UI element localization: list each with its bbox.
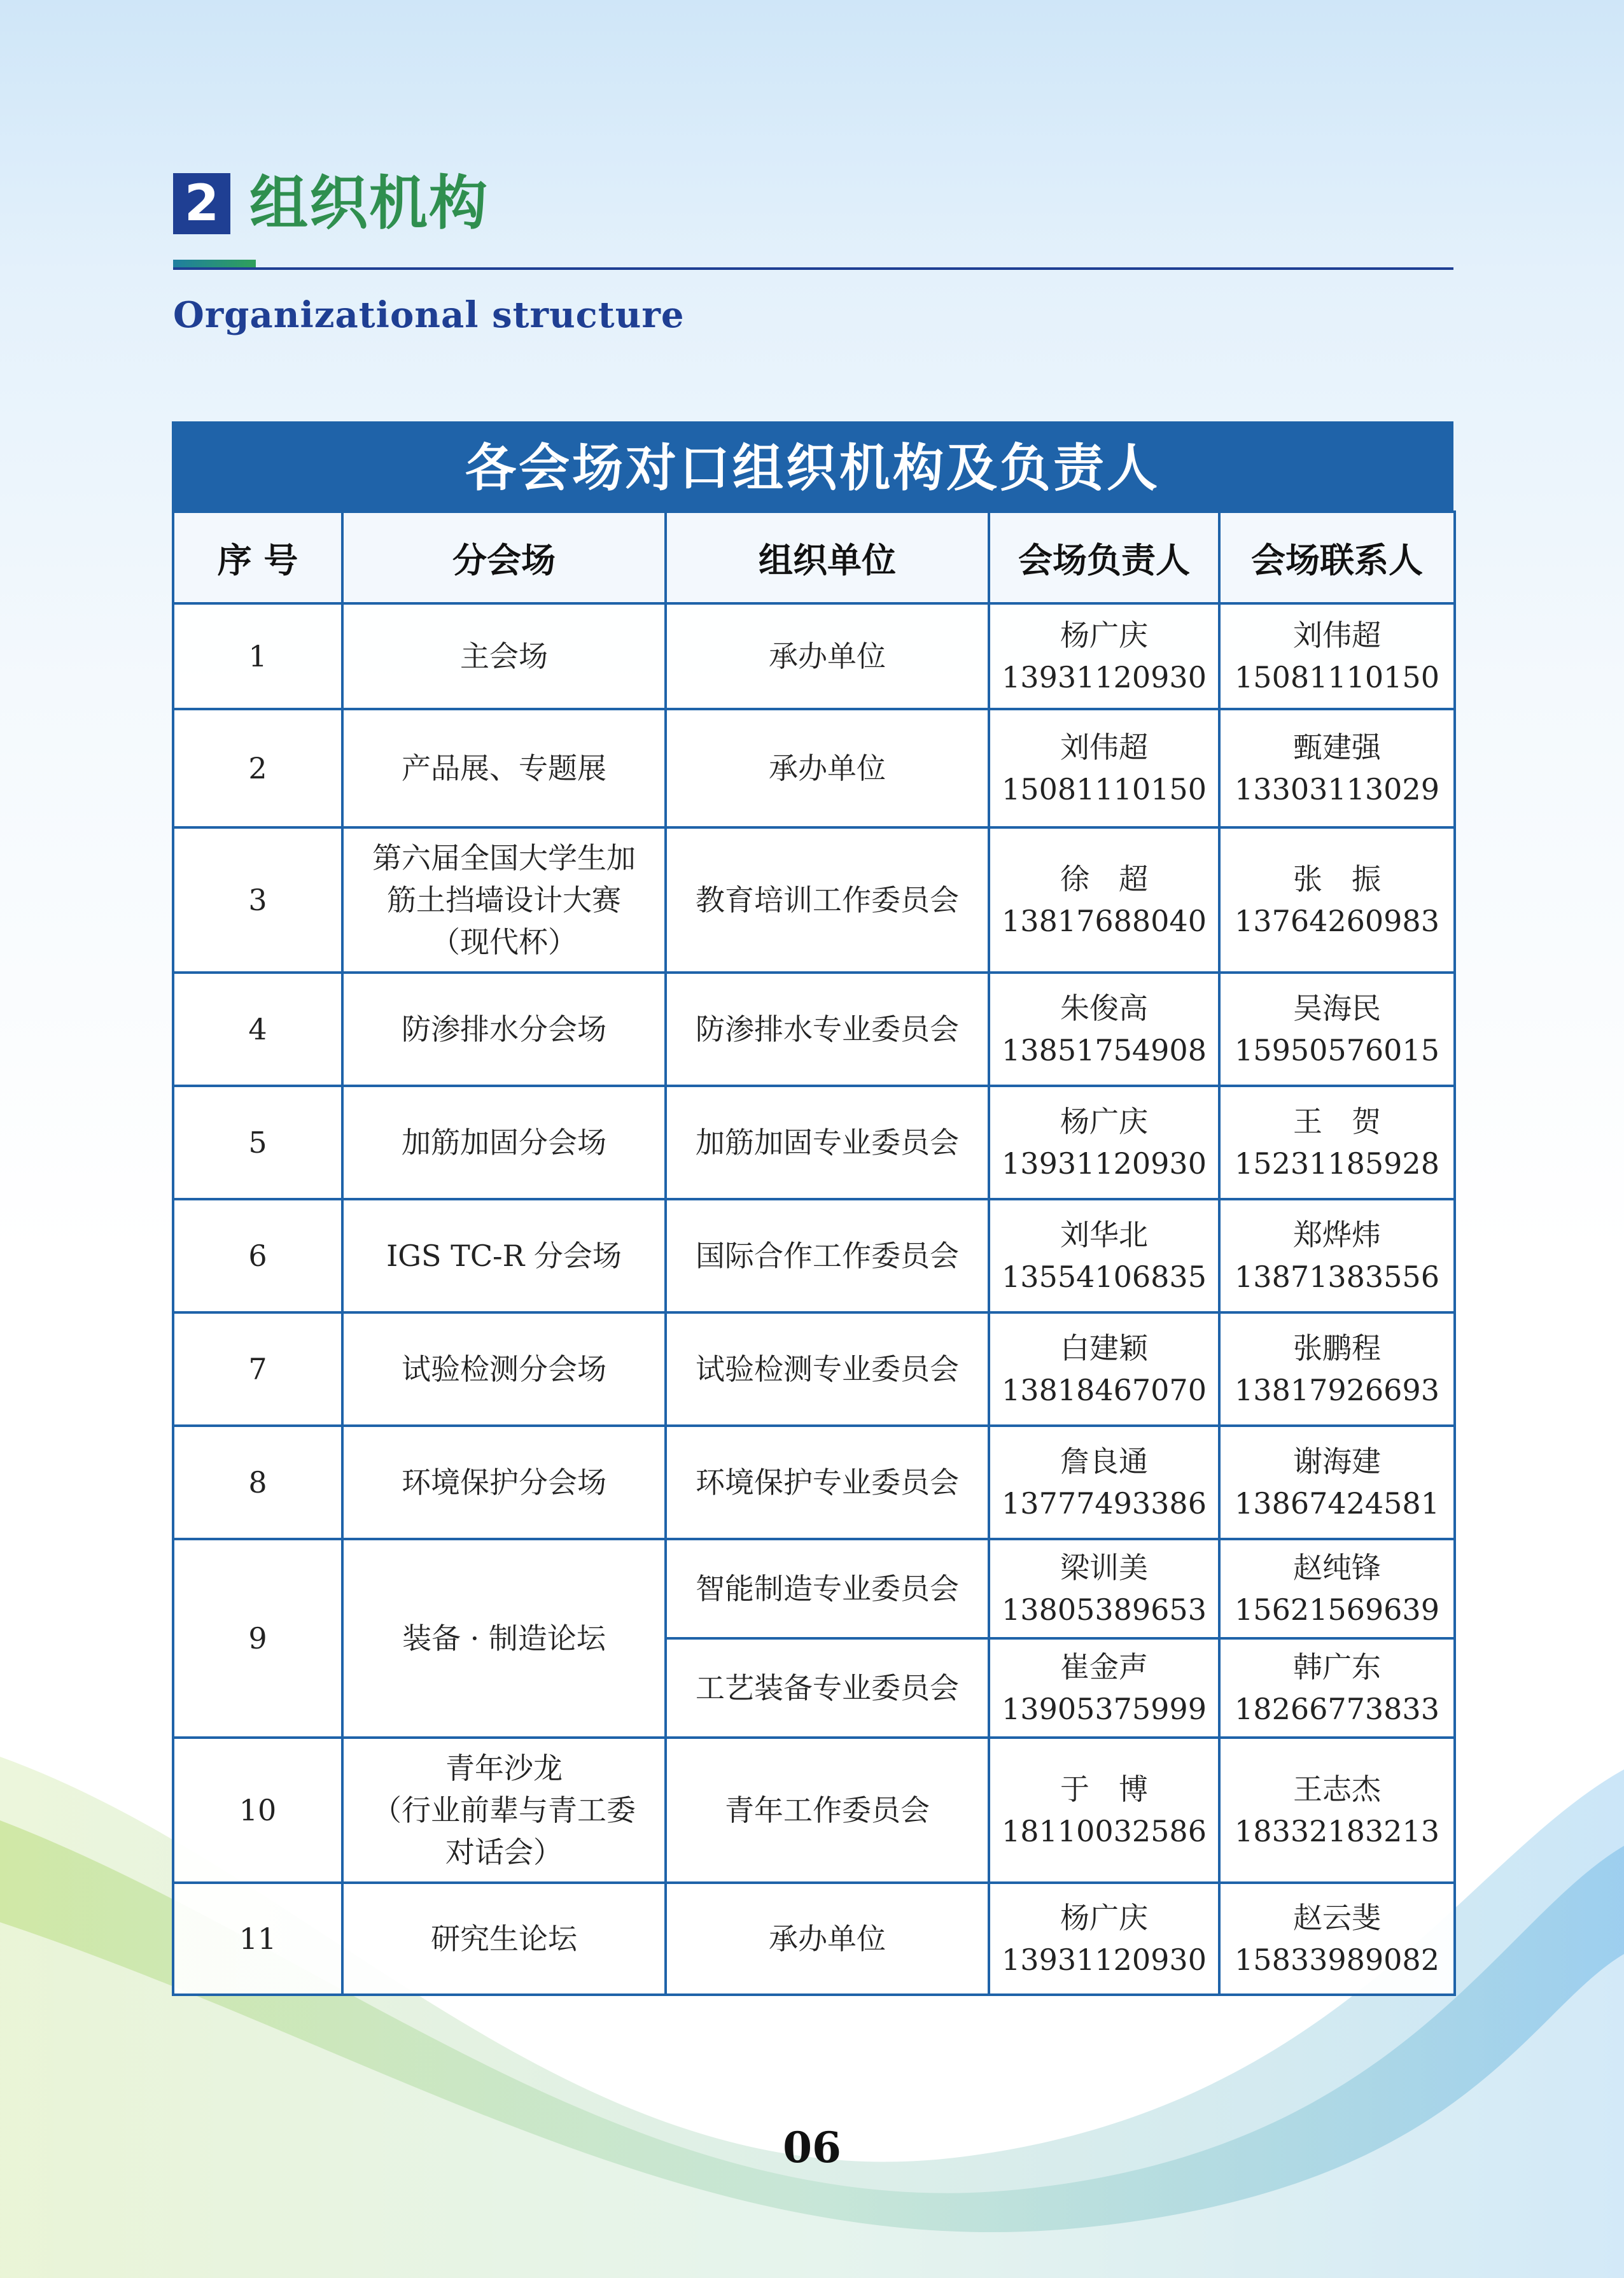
lead-name: 朱俊高 xyxy=(1060,991,1148,1025)
row-lead xyxy=(989,1883,1219,1995)
row-no: 8 xyxy=(173,1426,342,1539)
lead-name: 刘华北 xyxy=(1060,1218,1148,1252)
contact-name: 甄建强 xyxy=(1293,730,1381,764)
row-contact xyxy=(1219,973,1455,1086)
contact-name: 刘伟超 xyxy=(1293,618,1381,652)
row-contact xyxy=(1219,1312,1455,1426)
row-no: 11 xyxy=(173,1883,342,1995)
table-row xyxy=(173,1426,1455,1539)
header-lead: 会场负责人 xyxy=(989,512,1219,603)
table-title: 各会场对口组织机构及负责人 xyxy=(172,421,1453,510)
lead-name: 白建颖 xyxy=(1060,1331,1148,1365)
contact-phone: 13817926693 xyxy=(1235,1373,1439,1407)
contact-phone: 13867424581 xyxy=(1235,1486,1439,1521)
contact-phone: 15833989082 xyxy=(1235,1943,1439,1977)
row-unit: 智能制造专业委员会 xyxy=(666,1539,989,1638)
row-lead xyxy=(989,603,1219,709)
lead-name: 杨广庆 xyxy=(1060,1901,1148,1935)
row-unit: 教育培训工作委员会 xyxy=(666,827,989,973)
row-venue: 环境保护分会场 xyxy=(342,1426,666,1539)
table-row xyxy=(173,709,1455,827)
row-lead xyxy=(989,827,1219,973)
lead-phone: 13851754908 xyxy=(1002,1033,1207,1067)
section-title: 组织机构 xyxy=(249,169,489,237)
lead-phone: 13931120930 xyxy=(1002,1943,1207,1977)
page-number: 06 xyxy=(783,2123,841,2172)
contact-phone: 15621569639 xyxy=(1235,1592,1439,1627)
row-venue: IGS TC-R 分会场 xyxy=(342,1199,666,1312)
lead-phone: 13818467070 xyxy=(1002,1373,1207,1407)
row-contact xyxy=(1219,603,1455,709)
table-row xyxy=(173,827,1455,973)
row-unit: 青年工作委员会 xyxy=(666,1738,989,1883)
row-unit: 承办单位 xyxy=(666,603,989,709)
row-contact xyxy=(1219,1199,1455,1312)
row-no: 10 xyxy=(173,1738,342,1883)
row-unit: 防渗排水专业委员会 xyxy=(666,973,989,1086)
lead-name: 于 博 xyxy=(1060,1772,1148,1806)
contact-name: 张鹏程 xyxy=(1293,1331,1381,1365)
row-lead xyxy=(989,1426,1219,1539)
row-venue: 试验检测分会场 xyxy=(342,1312,666,1426)
contact-phone: 15081110150 xyxy=(1235,660,1439,694)
table-row xyxy=(173,973,1455,1086)
row-lead xyxy=(989,973,1219,1086)
lead-name: 徐 超 xyxy=(1060,862,1148,896)
contact-phone: 13303113029 xyxy=(1235,772,1439,806)
row-venue: 研究生论坛 xyxy=(342,1883,666,1995)
contact-name: 王志杰 xyxy=(1293,1772,1381,1806)
row-venue: 主会场 xyxy=(342,603,666,709)
row-unit: 试验检测专业委员会 xyxy=(666,1312,989,1426)
header-unit: 组织单位 xyxy=(666,512,989,603)
row-contact xyxy=(1219,1738,1455,1883)
row-contact xyxy=(1219,1638,1455,1738)
contact-phone: 13871383556 xyxy=(1235,1260,1439,1294)
row-contact xyxy=(1219,1086,1455,1199)
row-unit: 承办单位 xyxy=(666,709,989,827)
row-unit: 环境保护专业委员会 xyxy=(666,1426,989,1539)
contact-phone: 13764260983 xyxy=(1235,904,1439,938)
contact-name: 张 振 xyxy=(1293,862,1381,896)
contact-name: 谢海建 xyxy=(1293,1444,1381,1479)
table-row xyxy=(173,1312,1455,1426)
row-venue: 装备 · 制造论坛 xyxy=(342,1539,666,1738)
table-row xyxy=(173,1883,1455,1995)
contact-phone: 15950576015 xyxy=(1235,1033,1439,1067)
header-row xyxy=(173,512,1455,603)
row-venue: 加筋加固分会场 xyxy=(342,1086,666,1199)
lead-name: 杨广庆 xyxy=(1060,1104,1148,1139)
lead-name: 崔金声 xyxy=(1060,1650,1148,1684)
row-venue xyxy=(342,1738,666,1883)
contact-name: 吴海民 xyxy=(1293,991,1381,1025)
row-lead xyxy=(989,1086,1219,1199)
row-no: 2 xyxy=(173,709,342,827)
lead-name: 杨广庆 xyxy=(1060,618,1148,652)
row-no: 7 xyxy=(173,1312,342,1426)
table-row xyxy=(173,603,1455,709)
row-contact xyxy=(1219,1539,1455,1638)
row-lead xyxy=(989,1199,1219,1312)
venue-line: 对话会） xyxy=(445,1835,563,1869)
contact-name: 赵纯锋 xyxy=(1293,1550,1381,1585)
row-venue: 防渗排水分会场 xyxy=(342,973,666,1086)
venue-line: 青年沙龙 xyxy=(445,1751,563,1785)
row-lead xyxy=(989,1738,1219,1883)
row-unit: 加筋加固专业委员会 xyxy=(666,1086,989,1199)
row-lead xyxy=(989,1539,1219,1638)
contact-name: 王 贺 xyxy=(1293,1104,1381,1139)
section-number-badge: 2 xyxy=(173,173,230,234)
lead-name: 詹良通 xyxy=(1060,1444,1148,1479)
lead-phone: 13777493386 xyxy=(1002,1486,1207,1521)
venue-line: 筋土挡墙设计大赛 xyxy=(387,883,621,917)
venue-table xyxy=(172,510,1456,1996)
table-row xyxy=(173,1199,1455,1312)
row-no: 5 xyxy=(173,1086,342,1199)
lead-phone: 13817688040 xyxy=(1002,904,1207,938)
organization-table xyxy=(172,421,1453,1996)
lead-phone: 15081110150 xyxy=(1002,772,1207,806)
contact-name: 韩广东 xyxy=(1293,1650,1381,1684)
row-no: 4 xyxy=(173,973,342,1086)
row-contact xyxy=(1219,1426,1455,1539)
table-row xyxy=(173,1539,1455,1638)
header-no: 序 号 xyxy=(173,512,342,603)
contact-phone: 18332183213 xyxy=(1235,1814,1439,1848)
header-venue: 分会场 xyxy=(342,512,666,603)
row-lead xyxy=(989,709,1219,827)
lead-name: 刘伟超 xyxy=(1060,730,1148,764)
section-subtitle: Organizational structure xyxy=(173,294,685,336)
row-venue: 产品展、专题展 xyxy=(342,709,666,827)
row-unit: 国际合作工作委员会 xyxy=(666,1199,989,1312)
lead-phone: 13805389653 xyxy=(1002,1592,1207,1627)
row-no: 9 xyxy=(173,1539,342,1738)
row-contact xyxy=(1219,709,1455,827)
lead-phone: 13554106835 xyxy=(1002,1260,1207,1294)
row-unit: 承办单位 xyxy=(666,1883,989,1995)
venue-line: （现代杯） xyxy=(431,925,577,959)
contact-name: 赵云斐 xyxy=(1293,1901,1381,1935)
row-venue xyxy=(342,827,666,973)
table-row xyxy=(173,1738,1455,1883)
lead-phone: 13931120930 xyxy=(1002,660,1207,694)
lead-phone: 13931120930 xyxy=(1002,1146,1207,1181)
row-contact xyxy=(1219,827,1455,973)
row-no: 3 xyxy=(173,827,342,973)
lead-phone: 18110032586 xyxy=(1002,1814,1207,1848)
row-no: 1 xyxy=(173,603,342,709)
lead-phone: 13905375999 xyxy=(1002,1692,1207,1726)
row-unit: 工艺装备专业委员会 xyxy=(666,1638,989,1738)
row-contact xyxy=(1219,1883,1455,1995)
header-contact: 会场联系人 xyxy=(1219,512,1455,603)
venue-line: 第六届全国大学生加 xyxy=(372,841,636,875)
contact-phone: 18266773833 xyxy=(1235,1692,1439,1726)
contact-phone: 15231185928 xyxy=(1235,1146,1439,1181)
contact-name: 郑烨炜 xyxy=(1293,1218,1381,1252)
lead-name: 梁训美 xyxy=(1060,1550,1148,1585)
title-rule xyxy=(173,267,1453,270)
table-row xyxy=(173,1086,1455,1199)
row-lead xyxy=(989,1312,1219,1426)
venue-line: （行业前辈与青工委 xyxy=(372,1793,636,1827)
row-no: 6 xyxy=(173,1199,342,1312)
row-lead xyxy=(989,1638,1219,1738)
